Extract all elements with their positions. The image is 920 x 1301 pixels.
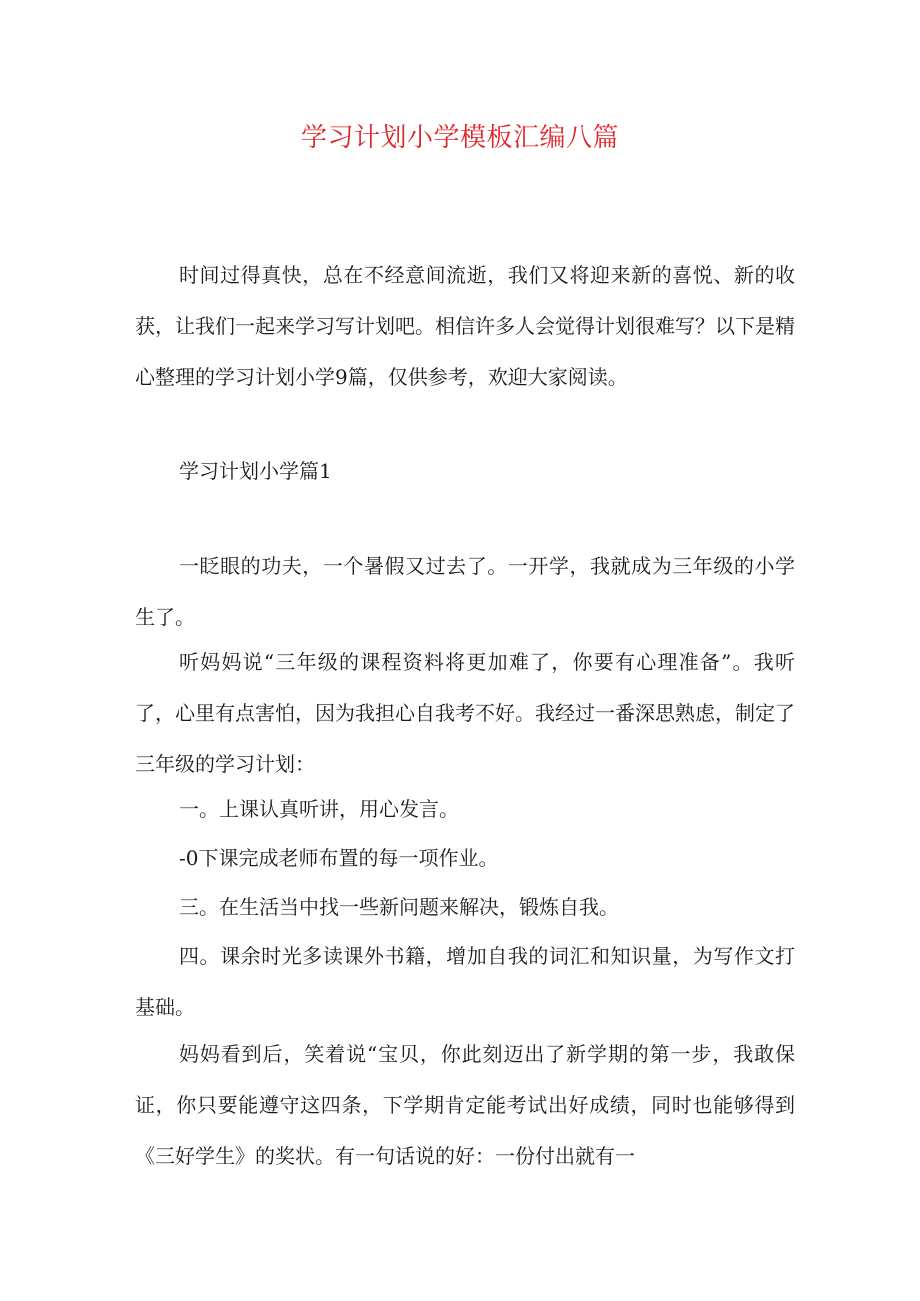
intro-paragraph: 时间过得真快，总在不经意间流逝，我们又将迎来新的喜悦、新的收获，让我们一起来学习写计划吧。相信许多人会觉得计划很难写？以下是精心整理的学习计划小学9篇，仅供参考，欢迎大家阅读。 (135, 263, 795, 389)
section-heading: 学习计划小学篇1 (179, 459, 332, 483)
plan-item-1: 一。上课认真听讲，用心发言。 (179, 797, 459, 821)
plan-item-3: 三。在生活当中找一些新问题来解决，锻炼自我。 (179, 895, 619, 919)
body-paragraph-1: 一眨眼的功夫，一个暑假又过去了。一开学，我就成为三年级的小学生了。 (135, 554, 795, 629)
plan-item-2: -0下课完成老师布置的每一项作业。 (179, 846, 499, 870)
plan-item-4: 四。课余时光多读课外书籍，增加自我的词汇和知识量，为写作文打基础。 (135, 944, 795, 1019)
body-paragraph-2: 听妈妈说“三年级的课程资料将更加难了，你要有心理准备”。我听了，心里有点害怕，因为我担心自我考不好。我经过一番深思熟虑，制定了三年级的学习计划： (135, 650, 795, 776)
body-paragraph-3: 妈妈看到后，笑着说“宝贝，你此刻迈出了新学期的第一步，我敢保证，你只要能遵守这四条，下学期肯定能考试出好成绩，同时也能够得到《三好学生》的奖状。有一句话说的好：一份付出就有一 (135, 1042, 795, 1168)
document-title: 学习计划小学模板汇编八篇 (300, 123, 619, 153)
